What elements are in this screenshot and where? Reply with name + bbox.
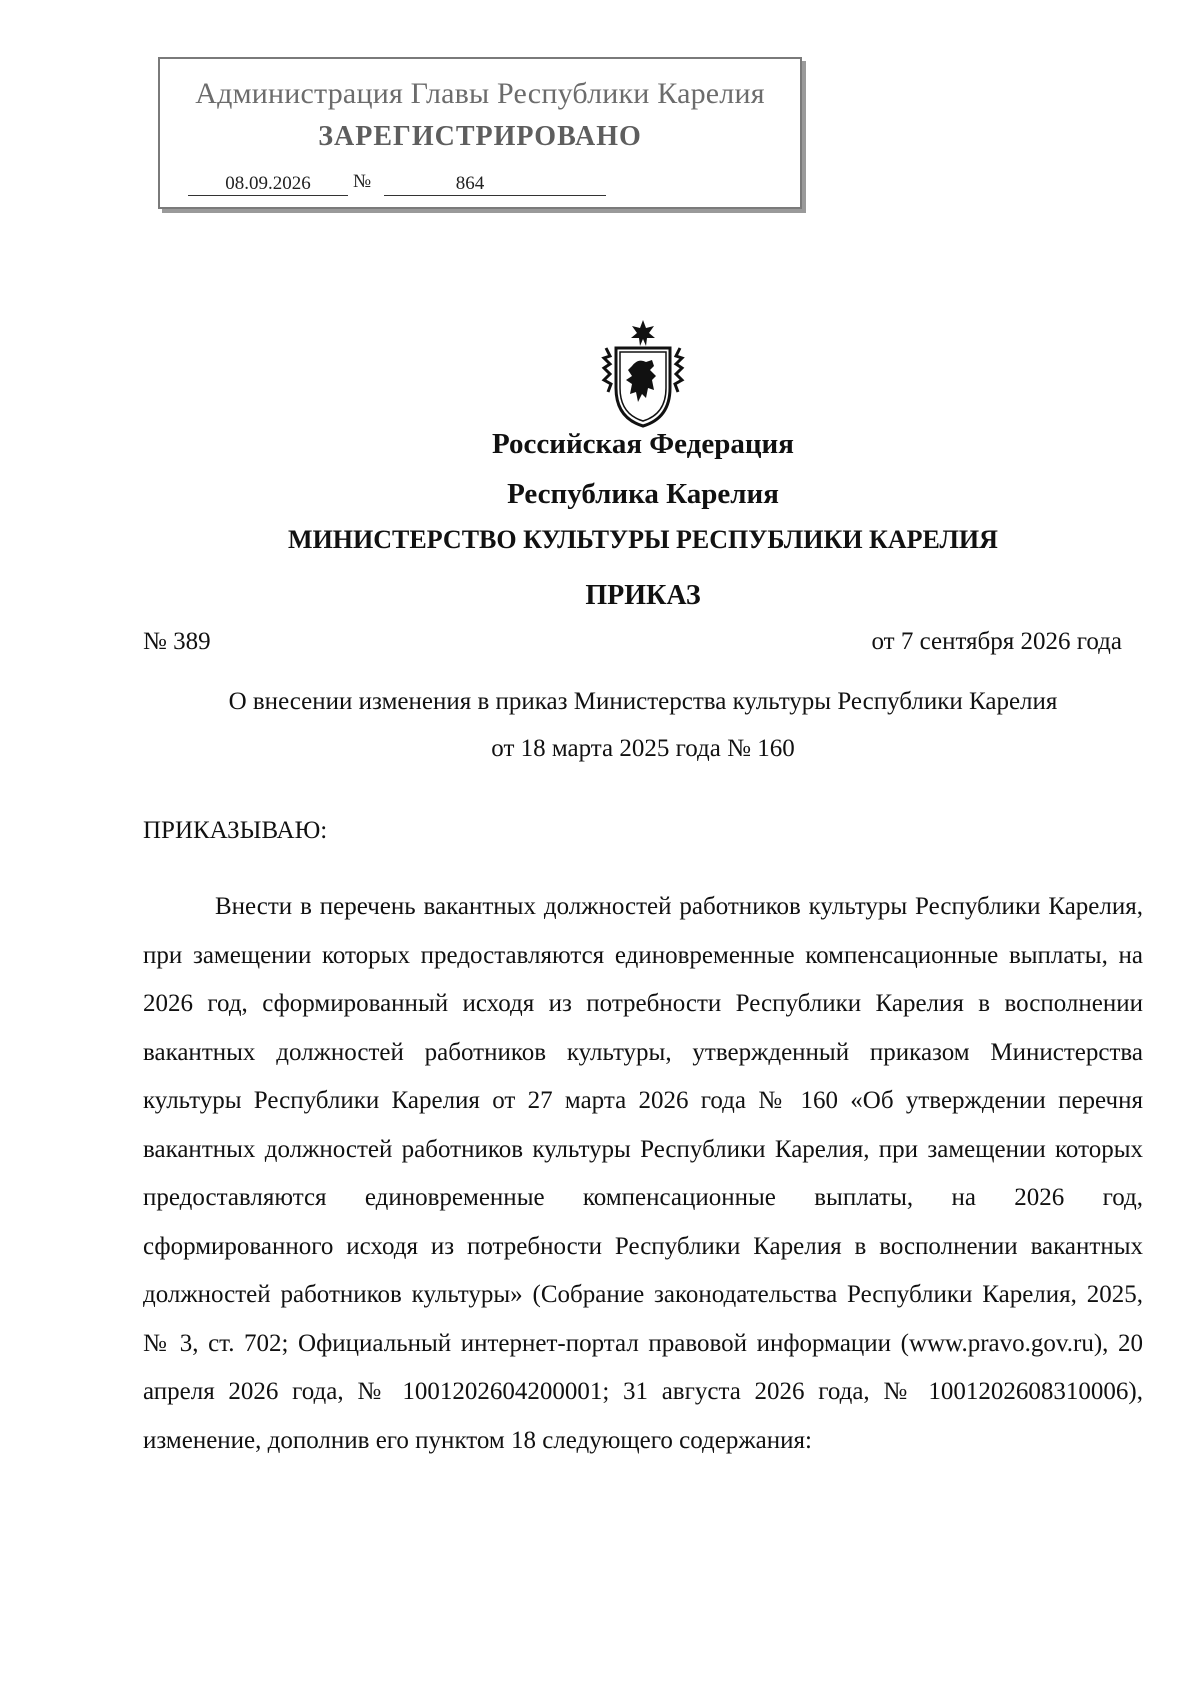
order-date: от 7 сентября 2026 года bbox=[871, 628, 1122, 655]
header-republic: Республика Карелия bbox=[507, 478, 779, 510]
header-country: Российская Федерация bbox=[492, 428, 794, 460]
header-ministry: МИНИСТЕРСТВО КУЛЬТУРЫ РЕСПУБЛИКИ КАРЕЛИЯ bbox=[288, 525, 998, 554]
subject-line-1: О внесении изменения в приказ Министерства культуры Республики Карелия bbox=[228, 688, 1058, 715]
order-number: № 389 bbox=[143, 628, 211, 655]
subject-line-2: от 18 марта 2025 года № 160 bbox=[491, 735, 795, 762]
coat-of-arms-icon bbox=[598, 318, 688, 430]
stamp-date: 08.09.2026 bbox=[188, 173, 348, 196]
directive: ПРИКАЗЫВАЮ: bbox=[143, 817, 328, 844]
body-paragraph: Внести в перечень вакантных должностей работников культуры Республики Карелия, при замещении которых предоставляются единовременные компенсационные выплаты, на 2026 год, сформированный исходя из потребности Республики Карелия в восполнении вакантных должностей работников культуры, утвержденный приказом Министерства культуры Республики Карелия от 27 марта 2026 года № 160 «Об утверждении перечня вакантных должностей работников культуры Республики Карелия, при замещении которых предоставляются единовременные компенсационные выплаты, на 2026 год, сформированного исходя из потребности Республики Карелия в восполнении вакантных должностей работников культуры» (Собрание законодательства Республики Карелия, 2025, № 3, ст. 702; Официальный интернет-портал правовой информации (www.pravo.gov.ru), 20 апреля 2026 года, № 1001202604200001; 31 августа 2026 года, № 1001202608310006), изменение, дополнив его пунктом 18 следующего содержания: bbox=[143, 893, 1143, 1454]
document-type: ПРИКАЗ bbox=[585, 580, 701, 611]
stamp-number-sign: № bbox=[353, 171, 372, 192]
stamp-authority: Администрация Главы Республики Карелия bbox=[195, 77, 765, 110]
registration-stamp bbox=[158, 57, 802, 209]
stamp-number: 864 bbox=[384, 173, 606, 196]
stamp-status: ЗАРЕГИСТРИРОВАНО bbox=[318, 121, 642, 152]
